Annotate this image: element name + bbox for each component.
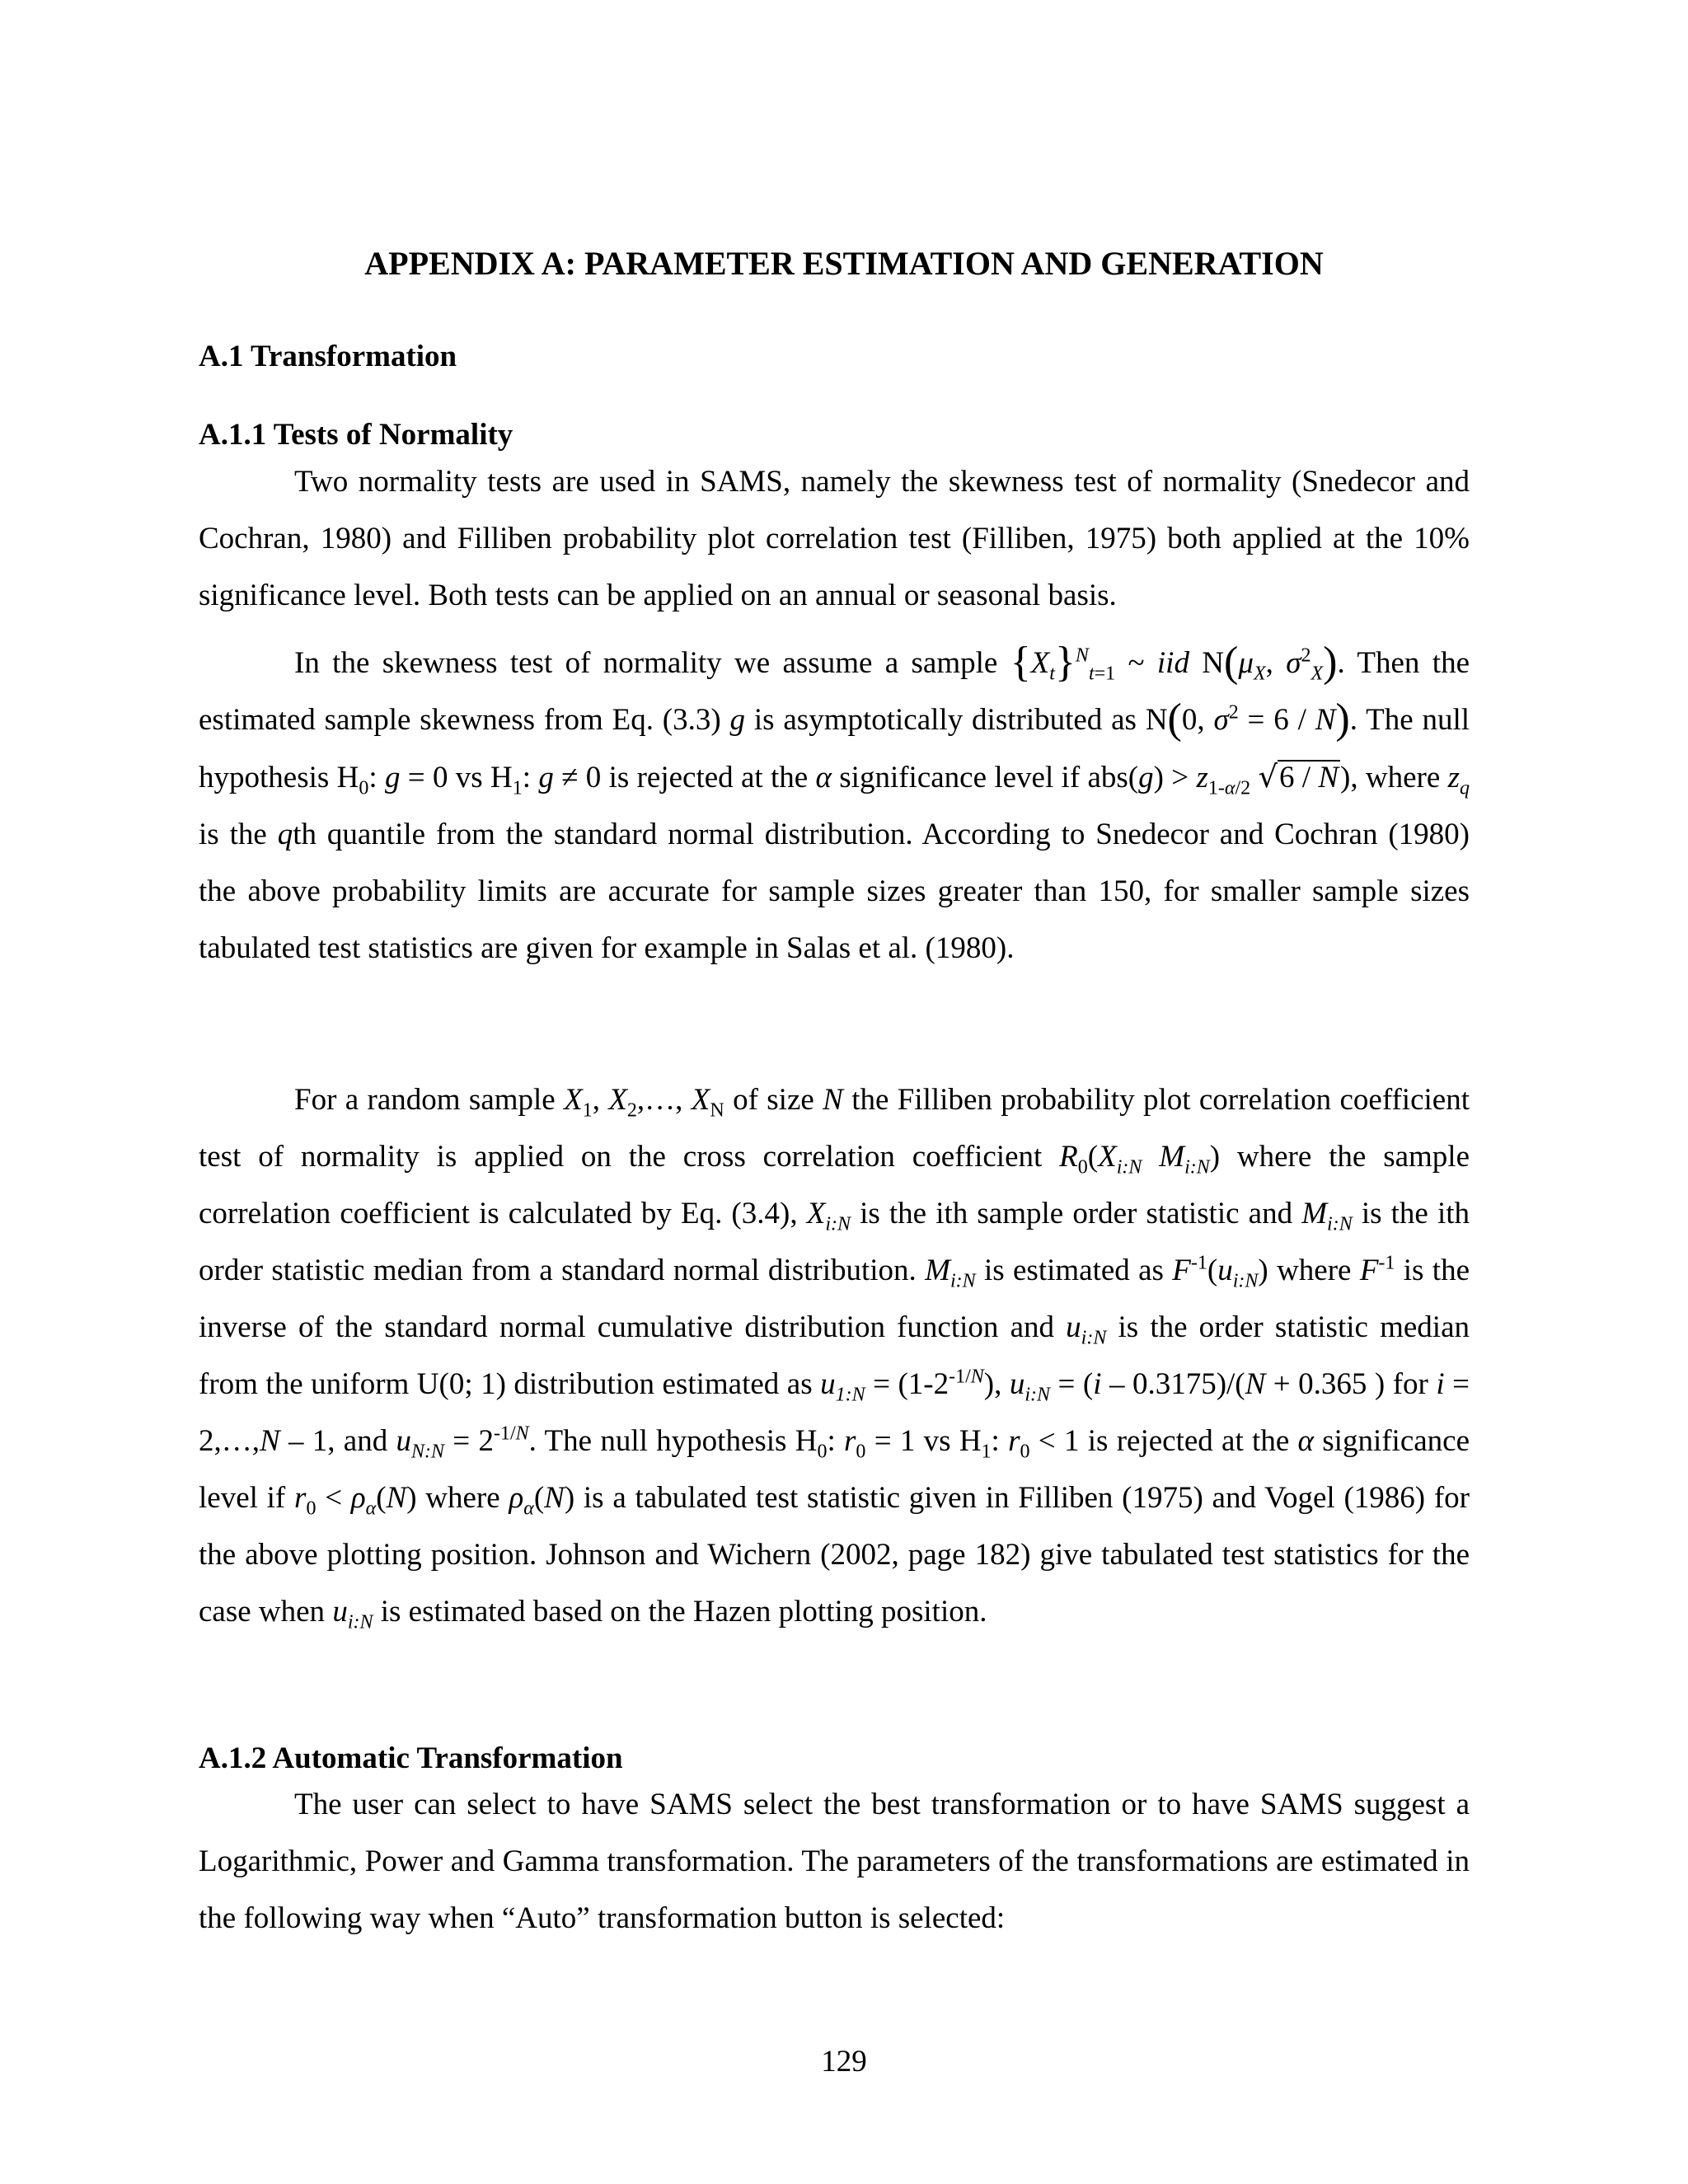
section-heading-a11: A.1.1 Tests of Normality — [199, 418, 513, 452]
section-heading-a12: A.1.2 Automatic Transformation — [199, 1741, 623, 1775]
paragraph-skewness-test: In the skewness test of normality we assume a sample $\{X_t\}^N_{t=1}$ ~ iid $N(\mu_X$, $\sigma^2_X$). Then the estimated sample skewness from Eq. (3.3) g is asymptotically distributed as N(0, $\sigma^2 = 6 / N$). The null hypothesis $H_0$: g = 0 vs $H_1$: g ≠ 0 is rejected at the α significance level if $abs(g) > z_{1-\alpha/2}$ √6 / N), where $z_q$ is the qth quantile from the standard normal distribution. According to Snedecor and Cochran (1980) the above probability limits are accurate for sample sizes greater than 150, for smaller sample sizes tabulated test statistics are given for example in Salas et al. (1980). — [199, 639, 1470, 965]
paragraph-text: Two normality tests are used in SAMS, namely the skewness test of normality (Snedecor and Cochran, 1980) and Filliben probability plot correlation test (Filliben, 1975) both applied at the 10% significance level. Both tests can be applied on an annual or seasonal basis. — [199, 465, 1470, 612]
order-statistic-formulas: $u_{1:N} = (1-2^{-1/N})$, $u_{i:N} = (i - 0.3175)/(N + 0.365$ ) for i = 2,…,N – 1, and $u_{N:N} = 2^{-1/N}$. — [199, 1366, 1470, 1463]
paragraph-normality-tests — [199, 453, 1470, 624]
critical-value-formula: $z_{1-\alpha/2}$ √6 / N — [1196, 759, 1339, 799]
paragraph-filliben-test: For a random sample $X_1$, $X_2,\dots$, $X_N$ of size N the Filliben probability plot correlation coefficient test of normality is applied on the cross correlation coefficient $R_0(X_{i:N}$ $M_{i:N}$) where the sample correlation coefficient is calculated by Eq. (3.4), $X_{i:N}$ is the ith sample order statistic and $M_{i:N}$ is the ith order statistic median from a standard normal distribution. $M_{i:N}$ is estimated as $F^{-1}(u_{i:N})$ where $F^{-1}$ is the inverse of the standard normal cumulative distribution function and $u_{i:N}$ is the order statistic median from the uniform U(0; 1) distribution estimated as $u_{1:N} = (1-2^{-1/N})$, $u_{i:N} = (i - 0.3175)/(N + 0.365$ ) for i = 2,…,N – 1, and $u_{N:N} = 2^{-1/N}$. The null hypothesis $H_0$: $r_0 = 1$ vs $H_1$: $r_0 < 1$ is rejected at the α significance level if $r_0 < \rho_\alpha(N)$ where $\rho_\alpha(N)$ is a tabulated test statistic given in Filliben (1975) and Vogel (1986) for the above plotting position. Johnson and Wichern (2002, page 182) give tabulated test statistics for the case when $u_{i:N}$ is estimated based on the Hazen plotting position. — [199, 1083, 1470, 1633]
paragraph-text: The user can select to have SAMS select the best transformation or to have SAMS suggest a Logarithmic, Power and Gamma transformation. The parameters of the transformations are estimated in the following way when “Auto” transformation button is selected: — [199, 1788, 1470, 1935]
sample-formula: $\{X_t\}^N_{t=1}$ ~ iid $N(\mu_X$, $\sigma^2_X$) — [1010, 639, 1338, 686]
asymptotic-distribution-formula: N(0, $\sigma^2 = 6 / N$). — [1145, 696, 1357, 743]
section-heading-a1: A.1 Transformation — [199, 340, 457, 373]
page-number: 129 — [821, 2045, 867, 2079]
appendix-title: APPENDIX A: PARAMETER ESTIMATION AND GENERATION — [364, 245, 1324, 282]
paragraph-automatic-transformation — [199, 1776, 1470, 1947]
